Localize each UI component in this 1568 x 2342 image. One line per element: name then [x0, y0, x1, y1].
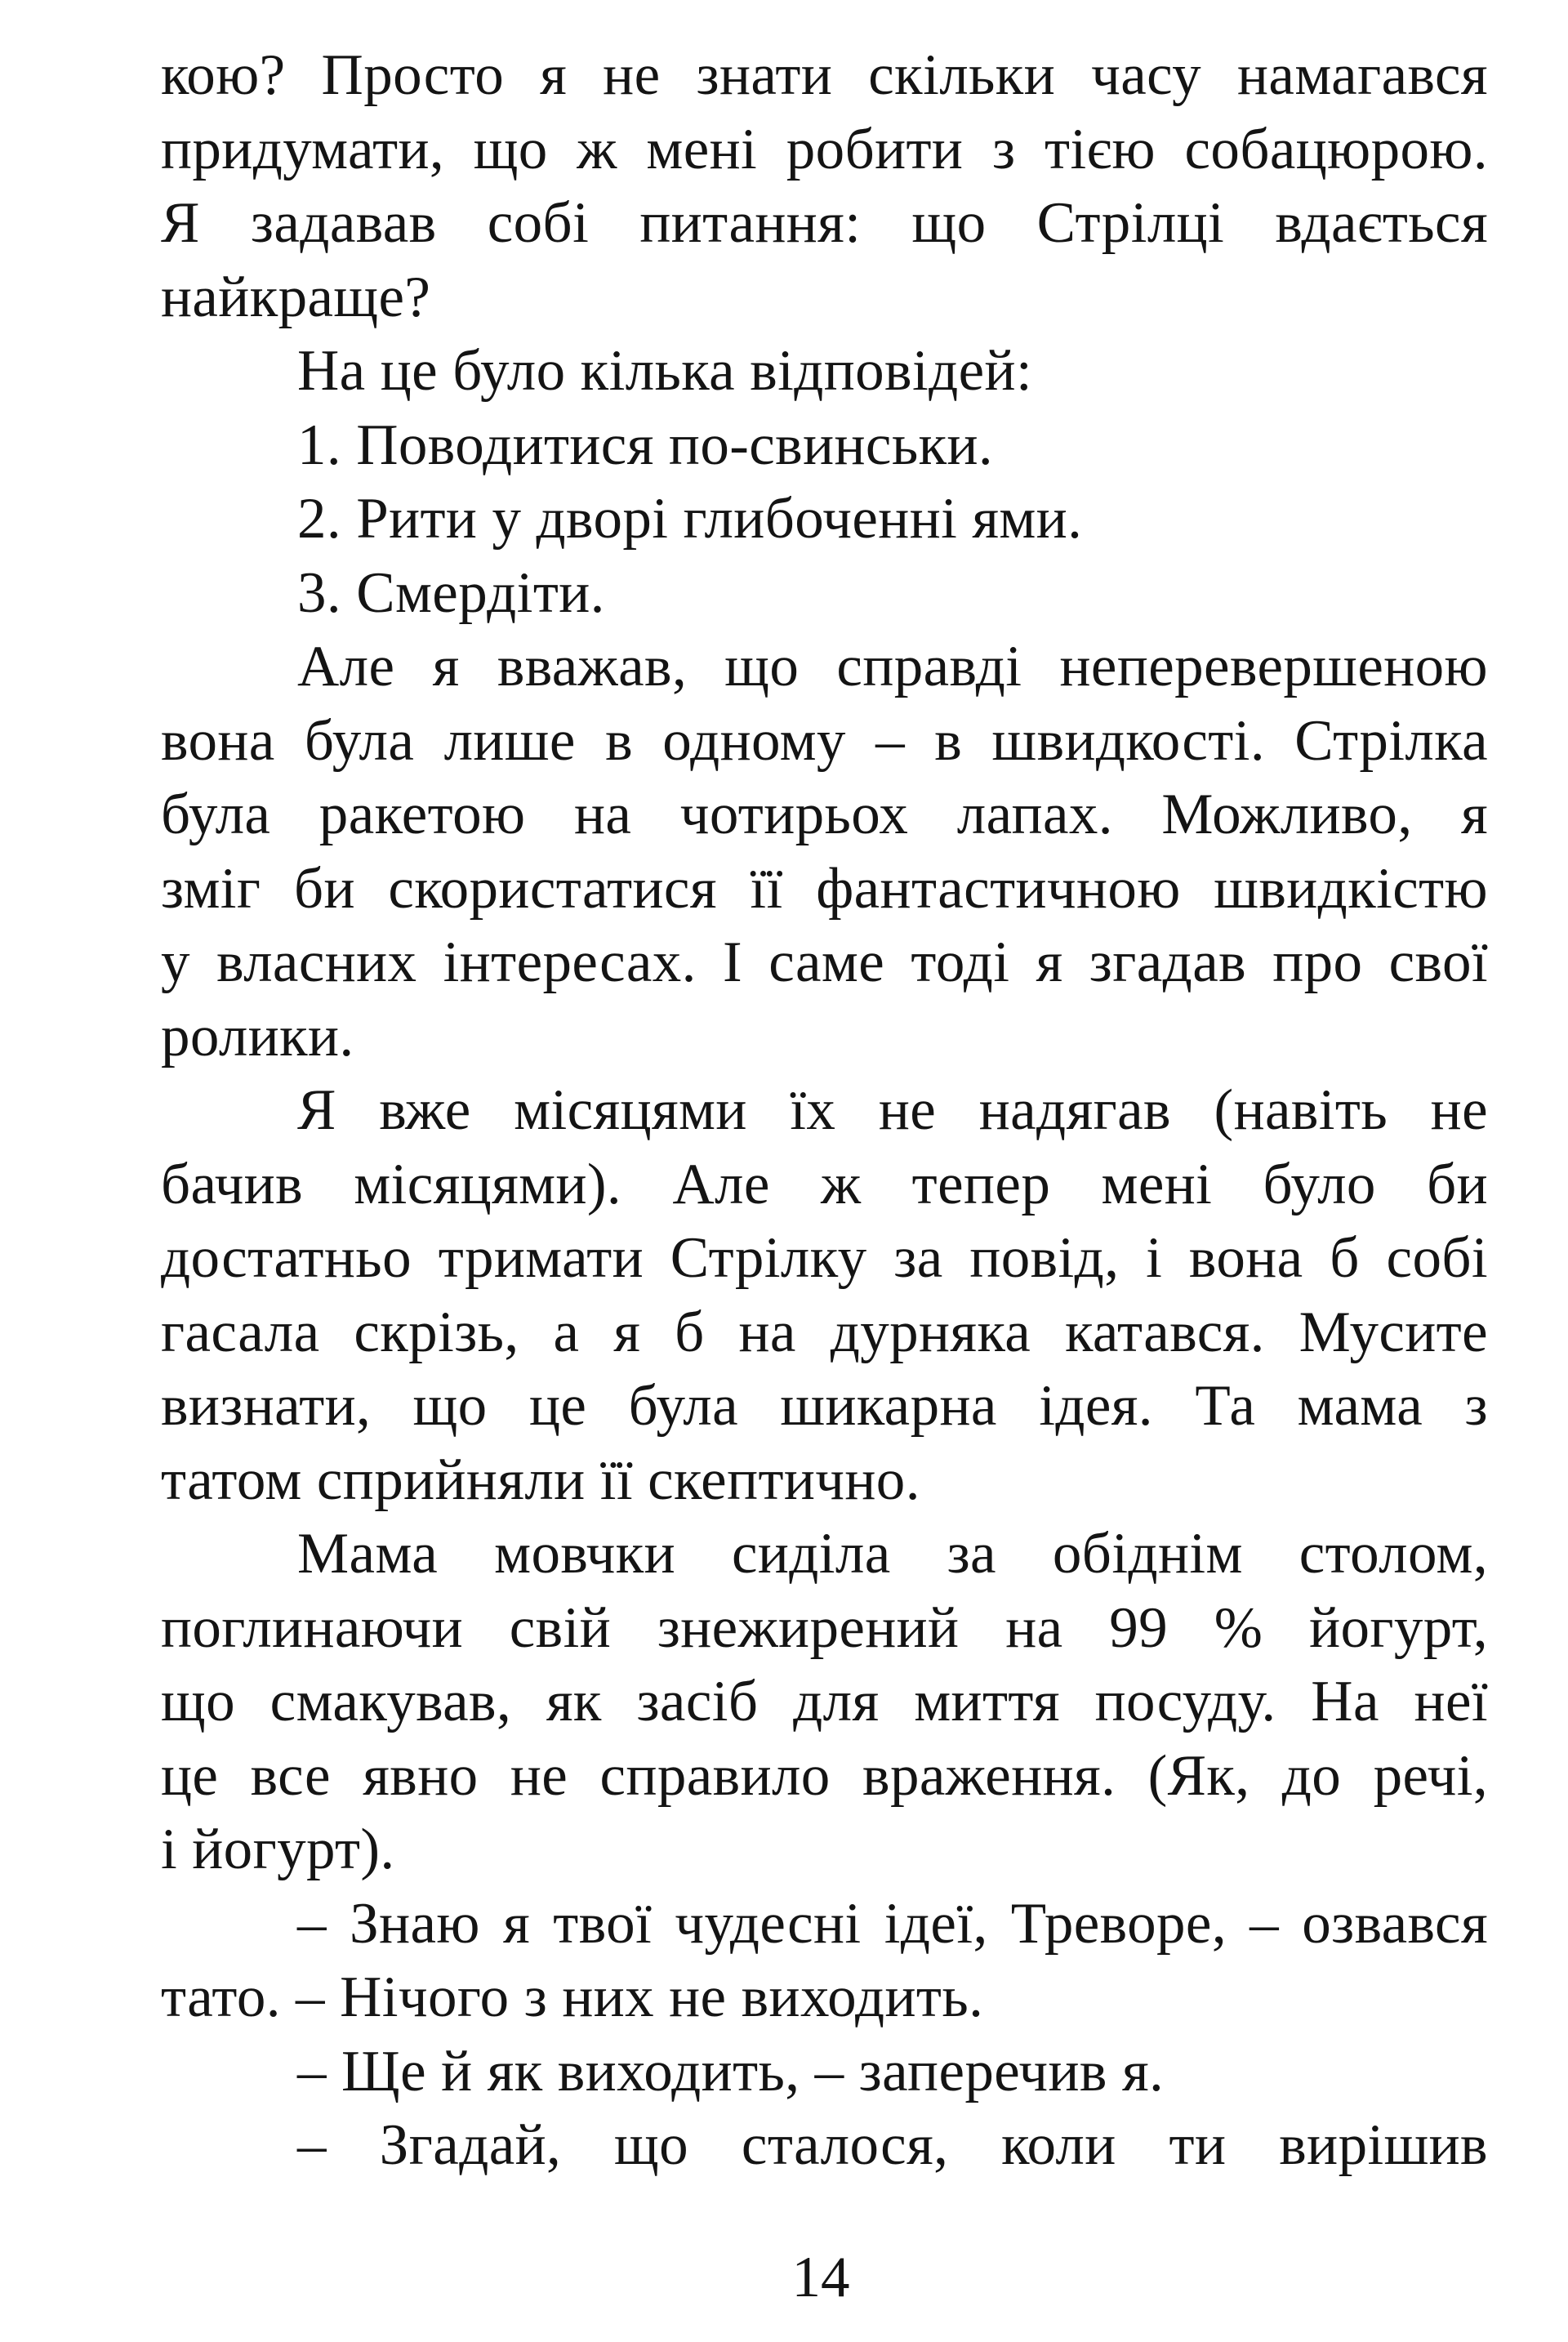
text-line: Я вже місяцями їх не надягав (навіть не	[297, 1078, 1488, 1142]
text-line: татом сприйняли її скептично.	[161, 1448, 920, 1512]
text-line: Мама мовчки сиділа за обіднім столом,	[297, 1522, 1488, 1586]
text-line: поглинаючи свій знежирений на 99 % йогурт,	[161, 1595, 1488, 1660]
dialogue-line: – Ще й як виходить, – заперечив я.	[297, 2039, 1165, 2103]
text-line: Я задавав собі питання: що Стрілці вдається	[161, 191, 1488, 255]
text-line: достатньо тримати Стрілку за повід, і вона б собі	[161, 1226, 1488, 1290]
dialogue-line: тато. – Нічого з них не виходить.	[161, 1965, 984, 2029]
text-line: це все явно не справило враження. (Як, до речі,	[161, 1743, 1488, 1808]
text-line: Але я вважав, що справді неперевершеною	[297, 635, 1488, 698]
text-line: вона була лише в одному – в швидкості. Стрілка	[161, 708, 1488, 773]
text-line: у власних інтересах. І саме тоді я згадав про свої	[161, 930, 1488, 994]
text-line: визнати, що це була шикарна ідея. Та мама з	[161, 1374, 1488, 1438]
text-line: найкраще?	[161, 265, 431, 329]
dialogue-line: – Згадай, що сталося, коли ти вирішив	[297, 2113, 1488, 2177]
dialogue-line: – Знаю я твої чудесні ідеї, Треворе, – озвався	[297, 1891, 1488, 1956]
text-line: На це було кілька відповідей:	[297, 339, 1033, 403]
text-line: і йогурт).	[161, 1818, 395, 1881]
text-line: ролики.	[161, 1004, 354, 1068]
text-line: бачив місяцями). Але ж тепер мені було би	[161, 1152, 1488, 1216]
text-line: що смакував, як засіб для миття посуду. На неї	[161, 1670, 1488, 1733]
text-line: зміг би скористатися її фантастичною швидкістю	[161, 856, 1488, 921]
list-item: 1. Поводитися по-свинськи.	[297, 413, 994, 477]
text-line: придумати, що ж мені робити з тією собацюрою.	[161, 117, 1488, 181]
text-line: гасала скрізь, а я б на дурняка катався. Мусите	[161, 1300, 1488, 1364]
page-number: 14	[791, 2246, 850, 2309]
text-line: була ракетою на чотирьох лапах. Можливо, я	[161, 783, 1488, 846]
list-item: 3. Смердіти.	[297, 560, 605, 625]
book-page-text	[161, 38, 1488, 2183]
text-line: кою? Просто я не знати скільки часу намагався	[161, 43, 1488, 107]
list-item: 2. Рити у дворі глибоченні ями.	[297, 487, 1083, 551]
